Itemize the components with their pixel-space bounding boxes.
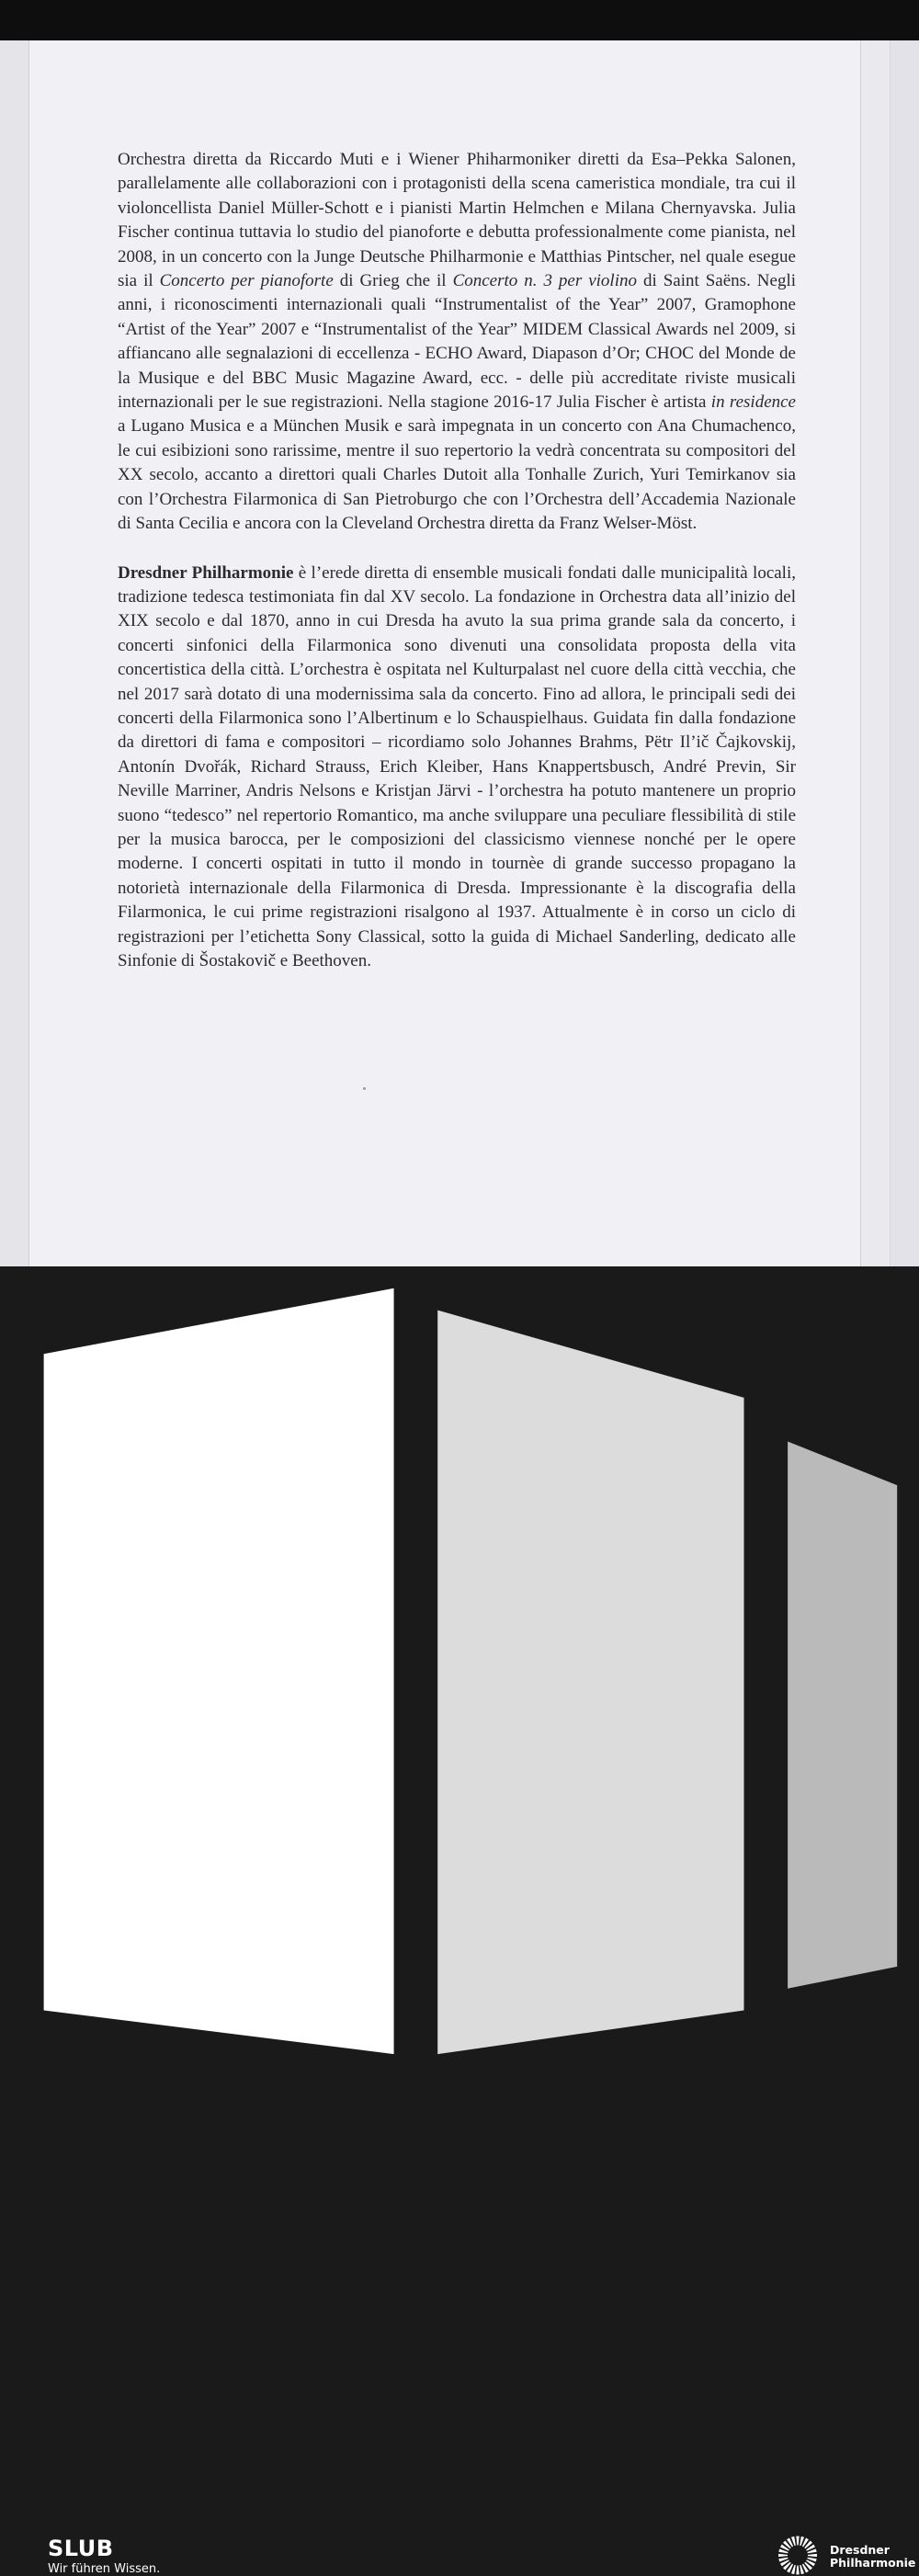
italic-work-title: Concerto n. 3 per violino <box>452 271 637 291</box>
right-cover-flap-inner <box>890 40 919 1266</box>
paragraph-text-run: a Lugano Musica e a München Musik e sarà impegnata in un concerto con Ana Chumachenco, le cui esibizioni sono rarissime, mentre il suo repertorio la vedrà concentrata su compositori del XX secolo, accanto a direttori quali Charles Dutoit alla Tonhalle Zurich, Yuri Temirkanov sia con l’Orchestra Filarmonica di San Pietroburgo che con l’Orchestra dell’Accademia Nazionale di Santa Cecilia e ancora con la Cleveland Orchestra diretta da Franz Welser-Möst. <box>118 416 796 534</box>
dp-line-1: Dresdner <box>830 2543 890 2557</box>
paragraph-body: è l’erede diretta di ensemble musicali fondati dalle municipalità locali, tradizione tedesca testimoniata fin dal XV secolo. La fondazione in Orchestra data all’inizio del XIX secolo e dal 1870, anno in cui Dresda ha avuto la sua prima grande sala da concerto, i concerti sinfonici della Filarmonica sono divenuti una consolidata proposta della vita concertistica della città. L’orchestra è ospitata nel Kulturpalast nel cuore della città vecchia, che nel 2017 sarà dotato di una modernissima sala da concerto. Fino ad allora, le principali sedi dei concerti della Filarmonica sono l’Albertinum e lo Schauspielhaus. Guidata fin dalla fondazione da direttori di fama e compositori – ricordiamo solo Johannes Brahms, Pëtr Il’ič Čajkovskij, Antonín Dvořák, Richard Strauss, Erich Kleiber, Hans Knappertsbusch, André Previn, Sir Neville Marriner, Andris Nelsons e Kristjan Järvi - l’orchestra ha potuto mantenere un proprio suono “tedesco” nel repertorio Romantico, ma anche sviluppare una peculiare flessibilità di stile per la musica barocca, per le composizioni del classicismo viennese nonché per le opere moderne. I concerti ospitati in tutto il mondo in tournèe di grande successo propagano la notorietà internazionale della Filarmonica di Dresda. Impressionante è la discografia della Filarmonica, le cui prime registrazioni risalgono al 1937. Attualmente è in corso un ciclo di registrazioni per l’etichetta Sony Classical, sotto la guida di Michael Sanderling, dedicato alle Sinfonie di Šostakovič e Beethoven. <box>118 562 796 970</box>
body-text <box>118 148 796 973</box>
sunburst-ray <box>796 2536 799 2546</box>
slub-tagline: Wir führen Wissen. <box>48 2562 161 2576</box>
left-cover-edge <box>0 40 29 1266</box>
italic-work-title: Concerto per pianoforte <box>159 271 334 291</box>
footer-bar <box>0 1266 919 2576</box>
sunburst-ray <box>796 2565 799 2574</box>
slub-wordmark: SLUB <box>48 2536 114 2561</box>
sunburst-ray <box>808 2554 817 2557</box>
paper-speck <box>363 1087 366 1090</box>
scan-top-border <box>0 0 919 40</box>
paragraph-text-run: Orchestra diretta da Riccardo Muti e i Wiener Phiharmoniker diretti da Esa–Pekka Salonen, parallelamente alle collaborazioni con i protagonisti della scena cameristica mondiale, tra cui il violoncellista Daniel Müller-Schott e i pianisti Martin Helmchen e Milana Chernyavska. Julia Fischer continua tuttavia lo studio del pianoforte e debutta professionalmente come pianista, nel 2008, in un concerto con la Junge Deutsche Philharmonie e Matthias Pintscher, nel quale esegue sia il <box>118 150 796 291</box>
dp-line-2: Philharmonie <box>830 2556 916 2570</box>
sunburst-ray <box>778 2554 788 2557</box>
orchestra-name: Dresdner Philharmonie <box>118 562 294 583</box>
paragraph-dresdner-philharmonie <box>118 562 796 974</box>
dresdner-philharmonie-sunburst-icon <box>774 2535 822 2576</box>
italic-work-title: in residence <box>710 392 796 413</box>
paragraph-julia-fischer-bio <box>118 148 796 537</box>
paragraph-text-run: di Grieg che il <box>333 271 453 291</box>
slub-book-icon <box>0 1266 919 2098</box>
dresdner-philharmonie-wordmark <box>830 2544 915 2570</box>
paragraph-text-run: di Saint Saëns. Negli anni, i riconoscimenti internazionali quali “Instrumentalist of the Year” 2007, Gramophone “Artist of the Year” 2007 e “Instrumentalist of the Year” MIDEM Classical Awards nel 2009, si affiancano alle segnalazioni di eccellenza - ECHO Award, Diapason d’Or; CHOC del Monde de la Musique e del BBC Music Magazine Award, ecc. - delle più accreditate riviste musicali internazionali per le sue registrazioni. Nella stagione 2016-17 Julia Fischer è artista <box>118 271 796 413</box>
scanned-page <box>0 0 919 1266</box>
